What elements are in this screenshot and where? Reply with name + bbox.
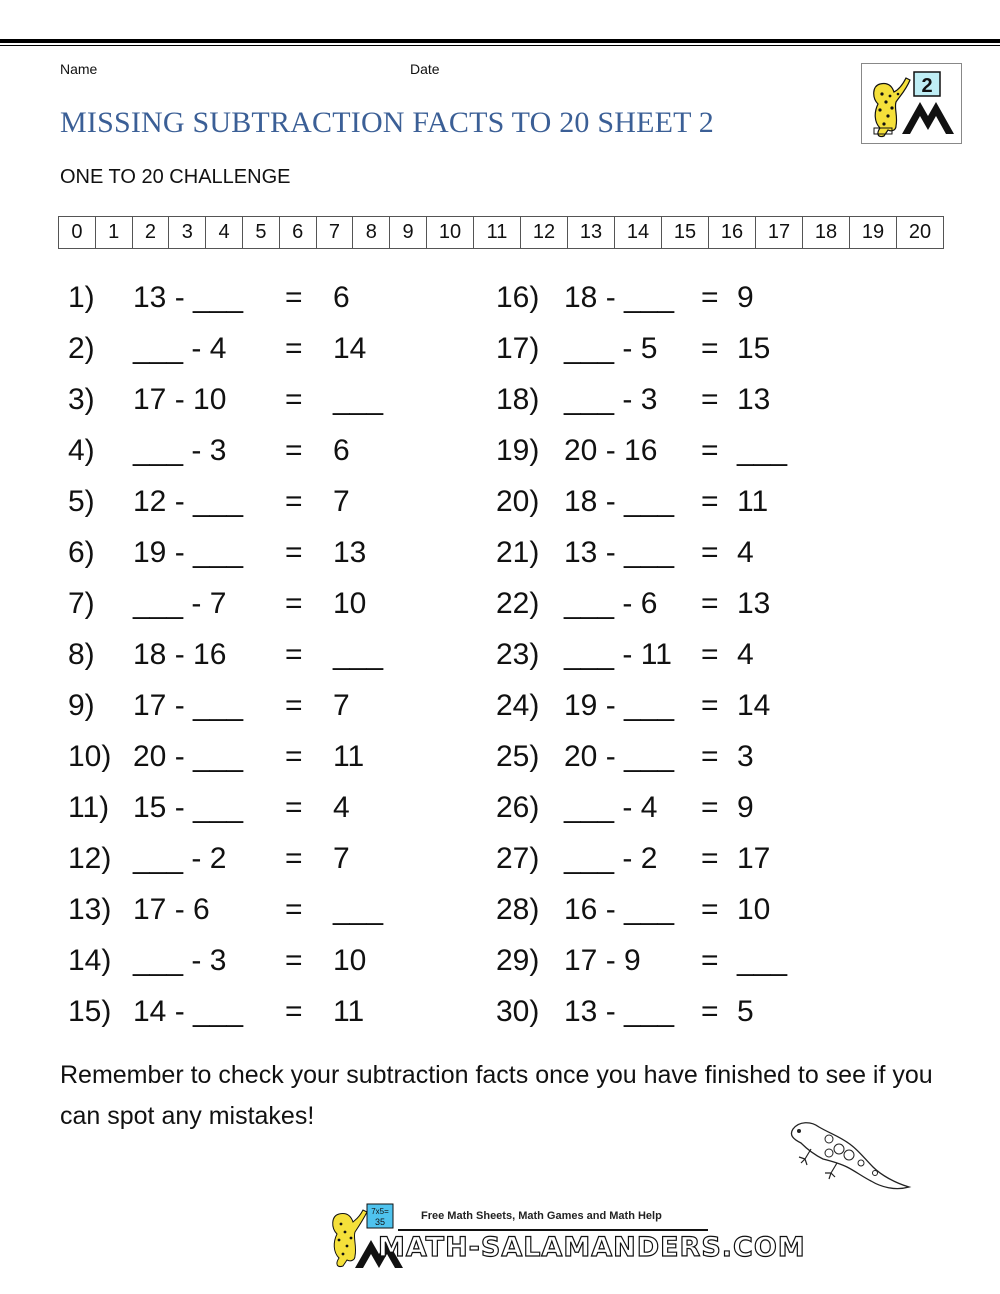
difference: 14 [333, 332, 367, 365]
subtrahend: 2 [640, 842, 658, 875]
difference: 4 [333, 791, 350, 824]
difference: 15 [737, 332, 771, 365]
minuend: 19 [564, 689, 598, 722]
problem-expression [564, 533, 674, 573]
difference: 10 [333, 944, 367, 977]
minus-sign: - [614, 842, 641, 875]
problem-expression [564, 686, 674, 726]
problem-number: 7) [68, 587, 95, 620]
problem-number: 19) [496, 434, 540, 467]
problem-row [0, 533, 1000, 573]
answer-blank[interactable]: ___ [624, 281, 675, 314]
page-title: MISSING SUBTRACTION FACTS TO 20 SHEET 2 [60, 106, 715, 139]
subtrahend: 7 [209, 587, 227, 620]
minus-sign: - [597, 893, 625, 926]
problem-expression [564, 482, 674, 522]
problem-number: 3) [68, 383, 95, 416]
answer-blank[interactable]: ___ [193, 689, 244, 722]
answer-blank[interactable]: ___ [624, 893, 675, 926]
number-line-cell: 3 [169, 217, 206, 248]
problem-number: 26) [496, 791, 540, 824]
answer-blank[interactable]: ___ [193, 995, 244, 1028]
minus-sign: - [597, 536, 625, 569]
problem-row [0, 482, 1000, 522]
difference: 7 [333, 689, 350, 722]
answer-blank[interactable]: ___ [624, 740, 675, 773]
equals-sign: = [701, 638, 719, 671]
problem-number: 8) [68, 638, 95, 671]
footer-tagline: Free Math Sheets, Math Games and Math Help [421, 1210, 662, 1222]
salamander-icon [785, 1115, 915, 1200]
problem-expression [564, 329, 657, 369]
number-line-cell: 0 [59, 217, 96, 248]
minus-sign: - [166, 383, 194, 416]
minus-sign: - [614, 383, 641, 416]
problem-number: 16) [496, 281, 540, 314]
difference: 4 [737, 536, 754, 569]
answer-blank[interactable]: ___ [193, 281, 244, 314]
equals-sign: = [701, 281, 719, 314]
minus-sign: - [614, 587, 641, 620]
subtrahend: 4 [209, 332, 227, 365]
number-line-cell: 16 [709, 217, 756, 248]
number-line-cell: 15 [662, 217, 709, 248]
problem-row [0, 431, 1000, 471]
problem-number: 4) [68, 434, 95, 467]
subtrahend: 10 [193, 383, 227, 416]
number-line-cell: 20 [897, 217, 944, 248]
minus-sign: - [614, 332, 641, 365]
problem-number: 29) [496, 944, 540, 977]
answer-blank[interactable]: ___ [564, 638, 615, 671]
answer-blank[interactable]: ___ [624, 485, 675, 518]
problem-number: 24) [496, 689, 540, 722]
problem-expression [564, 278, 674, 318]
difference: 11 [333, 740, 365, 773]
problem-number: 20) [496, 485, 540, 518]
minuend: 13 [133, 281, 167, 314]
minuend: 17 [133, 383, 167, 416]
difference: 10 [737, 893, 771, 926]
difference: 10 [333, 587, 367, 620]
minus-sign: - [166, 791, 194, 824]
equals-sign: = [285, 281, 303, 314]
reminder-note: Remember to check your subtraction facts once you have finished to see if you can spot any mistakes! [60, 1061, 933, 1130]
difference: 3 [737, 740, 754, 773]
number-line-cell: 1 [96, 217, 133, 248]
answer-blank[interactable]: ___ [133, 434, 184, 467]
equals-sign: = [701, 791, 719, 824]
answer-blank[interactable]: ___ [133, 587, 184, 620]
answer-blank[interactable]: ___ [564, 842, 615, 875]
number-line-cell: 4 [206, 217, 243, 248]
subtrahend: 11 [640, 638, 672, 671]
problem-row [0, 839, 1000, 879]
equals-sign: = [285, 893, 303, 926]
problem-row [0, 584, 1000, 624]
subtrahend: 16 [624, 434, 658, 467]
answer-blank[interactable]: ___ [133, 944, 184, 977]
difference: 17 [737, 842, 771, 875]
difference: 13 [737, 383, 771, 416]
problem-number: 23) [496, 638, 540, 671]
difference: 13 [333, 536, 367, 569]
problem-row [0, 788, 1000, 828]
problem-expression [564, 992, 674, 1032]
minus-sign: - [166, 638, 194, 671]
minuend: 17 [133, 689, 167, 722]
header-rule-thick [0, 39, 1000, 43]
equals-sign: = [285, 434, 303, 467]
footer-divider [398, 1229, 708, 1231]
problem-number: 5) [68, 485, 95, 518]
equals-sign: = [701, 485, 719, 518]
difference: 9 [737, 281, 754, 314]
svg-text:7x5=: 7x5= [371, 1207, 389, 1216]
difference: 6 [333, 281, 350, 314]
number-line-cell: 5 [243, 217, 280, 248]
problem-row [0, 890, 1000, 930]
minuend: 18 [133, 638, 167, 671]
difference: 11 [737, 485, 769, 518]
minus-sign: - [166, 893, 194, 926]
problem-number: 6) [68, 536, 95, 569]
minuend: 15 [133, 791, 167, 824]
header-rule-thin [0, 45, 1000, 46]
difference: 14 [737, 689, 771, 722]
number-line-cell: 17 [756, 217, 803, 248]
equals-sign: = [701, 944, 719, 977]
problem-row [0, 686, 1000, 726]
minus-sign: - [597, 434, 625, 467]
number-line-cell: 10 [427, 217, 474, 248]
problem-row [0, 635, 1000, 675]
subtrahend: 16 [193, 638, 227, 671]
difference: 11 [333, 995, 365, 1028]
problem-number: 25) [496, 740, 540, 773]
equals-sign: = [285, 638, 303, 671]
problem-number: 12) [68, 842, 112, 875]
answer-blank[interactable]: ___ [564, 791, 615, 824]
date-label: Date [410, 61, 440, 77]
minuend: 19 [133, 536, 167, 569]
problem-expression [564, 890, 674, 930]
difference: 4 [737, 638, 754, 671]
problem-number: 11) [68, 791, 110, 824]
number-line-cell: 19 [850, 217, 897, 248]
problem-number: 30) [496, 995, 540, 1028]
problem-expression [564, 431, 657, 471]
minus-sign: - [614, 791, 641, 824]
answer-blank[interactable]: ___ [333, 638, 384, 671]
minuend: 18 [564, 485, 598, 518]
minuend: 13 [564, 995, 598, 1028]
difference: 13 [737, 587, 771, 620]
minuend: 17 [133, 893, 167, 926]
problem-number: 9) [68, 689, 95, 722]
equals-sign: = [285, 740, 303, 773]
difference: 6 [333, 434, 350, 467]
problem-number: 17) [496, 332, 540, 365]
number-line-cell: 2 [133, 217, 170, 248]
svg-text:2: 2 [921, 75, 933, 97]
minuend: 16 [564, 893, 598, 926]
equals-sign: = [285, 383, 303, 416]
minus-sign: - [166, 995, 194, 1028]
equals-sign: = [701, 689, 719, 722]
minus-sign: - [597, 944, 625, 977]
number-line [58, 216, 944, 249]
number-line-cell: 14 [615, 217, 662, 248]
problem-number: 14) [68, 944, 112, 977]
problem-number: 13) [68, 893, 112, 926]
minuend: 18 [564, 281, 598, 314]
subtrahend: 6 [193, 893, 210, 926]
problem-number: 21) [496, 536, 540, 569]
number-line-cell: 12 [521, 217, 568, 248]
equals-sign: = [285, 536, 303, 569]
minus-sign: - [166, 689, 194, 722]
equals-sign: = [285, 842, 303, 875]
footer-site-link[interactable]: MATH-SALAMANDERS.COM [378, 1232, 806, 1263]
equals-sign: = [285, 587, 303, 620]
minus-sign: - [597, 740, 625, 773]
minuend: 12 [133, 485, 167, 518]
problem-number: 10) [68, 740, 112, 773]
page-subtitle: ONE TO 20 CHALLENGE [60, 166, 291, 188]
equals-sign: = [701, 842, 719, 875]
subtrahend: 3 [209, 944, 227, 977]
problem-row [0, 329, 1000, 369]
answer-blank[interactable]: ___ [193, 536, 244, 569]
number-line-cell: 6 [280, 217, 317, 248]
answer-blank[interactable]: ___ [564, 383, 615, 416]
subtrahend: 3 [640, 383, 658, 416]
answer-blank[interactable]: ___ [133, 842, 184, 875]
answer-blank[interactable]: ___ [193, 791, 244, 824]
problem-expression [564, 584, 657, 624]
equals-sign: = [285, 485, 303, 518]
salamander-easel-logo-icon [861, 63, 962, 144]
problem-number: 1) [68, 281, 95, 314]
name-label: Name [60, 61, 98, 77]
difference: 7 [333, 485, 350, 518]
answer-blank[interactable]: ___ [624, 689, 675, 722]
answer-blank[interactable]: ___ [133, 332, 184, 365]
minuend: 20 [133, 740, 167, 773]
subtrahend: 9 [624, 944, 641, 977]
difference: 5 [737, 995, 754, 1028]
problem-number: 28) [496, 893, 540, 926]
problem-row [0, 992, 1000, 1032]
number-line-cell: 13 [568, 217, 615, 248]
equals-sign: = [701, 434, 719, 467]
equals-sign: = [701, 995, 719, 1028]
problem-number: 2) [68, 332, 95, 365]
number-line-cell: 18 [803, 217, 850, 248]
problem-row [0, 941, 1000, 981]
subtrahend: 6 [640, 587, 658, 620]
minus-sign: - [614, 638, 641, 671]
problem-number: 27) [496, 842, 540, 875]
minus-sign: - [183, 587, 210, 620]
minus-sign: - [166, 740, 194, 773]
answer-blank[interactable]: ___ [193, 740, 244, 773]
problem-expression [564, 737, 674, 777]
minus-sign: - [597, 485, 625, 518]
minus-sign: - [183, 842, 210, 875]
svg-text:35: 35 [374, 1217, 386, 1227]
equals-sign: = [701, 587, 719, 620]
problem-number: 22) [496, 587, 540, 620]
problem-expression [564, 788, 657, 828]
equals-sign: = [285, 332, 303, 365]
answer-blank[interactable]: ___ [624, 995, 675, 1028]
equals-sign: = [701, 332, 719, 365]
equals-sign: = [285, 689, 303, 722]
problem-expression [564, 941, 641, 981]
minuend: 13 [564, 536, 598, 569]
minus-sign: - [597, 689, 625, 722]
equals-sign: = [701, 893, 719, 926]
subtrahend: 2 [209, 842, 227, 875]
equals-sign: = [285, 791, 303, 824]
answer-blank[interactable]: ___ [737, 434, 788, 467]
problem-expression [564, 635, 672, 675]
answer-blank[interactable]: ___ [564, 587, 615, 620]
minuend: 20 [564, 740, 598, 773]
subtrahend: 4 [640, 791, 658, 824]
answer-blank[interactable]: ___ [193, 485, 244, 518]
answer-blank[interactable]: ___ [624, 536, 675, 569]
minus-sign: - [183, 944, 210, 977]
subtrahend: 3 [209, 434, 227, 467]
minus-sign: - [166, 485, 194, 518]
number-line-cell: 7 [317, 217, 354, 248]
equals-sign: = [701, 536, 719, 569]
difference: 9 [737, 791, 754, 824]
number-line-cell: 11 [474, 217, 521, 248]
problem-row [0, 278, 1000, 318]
equals-sign: = [701, 383, 719, 416]
answer-blank[interactable]: ___ [564, 332, 615, 365]
equals-sign: = [285, 944, 303, 977]
number-line-cell: 9 [390, 217, 427, 248]
problem-row [0, 380, 1000, 420]
minuend: 17 [564, 944, 598, 977]
minus-sign: - [597, 281, 625, 314]
equals-sign: = [701, 740, 719, 773]
minus-sign: - [166, 536, 194, 569]
number-line-cell: 8 [353, 217, 390, 248]
minus-sign: - [183, 332, 210, 365]
minuend: 20 [564, 434, 598, 467]
difference: 7 [333, 842, 350, 875]
minuend: 14 [133, 995, 167, 1028]
problem-expression [564, 839, 657, 879]
minus-sign: - [166, 281, 194, 314]
problem-row [0, 737, 1000, 777]
subtrahend: 5 [640, 332, 658, 365]
problem-number: 18) [496, 383, 540, 416]
minus-sign: - [597, 995, 625, 1028]
answer-blank[interactable]: ___ [333, 383, 384, 416]
problem-expression [564, 380, 657, 420]
minus-sign: - [183, 434, 210, 467]
answer-blank[interactable]: ___ [737, 944, 788, 977]
equals-sign: = [285, 995, 303, 1028]
problem-number: 15) [68, 995, 112, 1028]
answer-blank[interactable]: ___ [333, 893, 384, 926]
